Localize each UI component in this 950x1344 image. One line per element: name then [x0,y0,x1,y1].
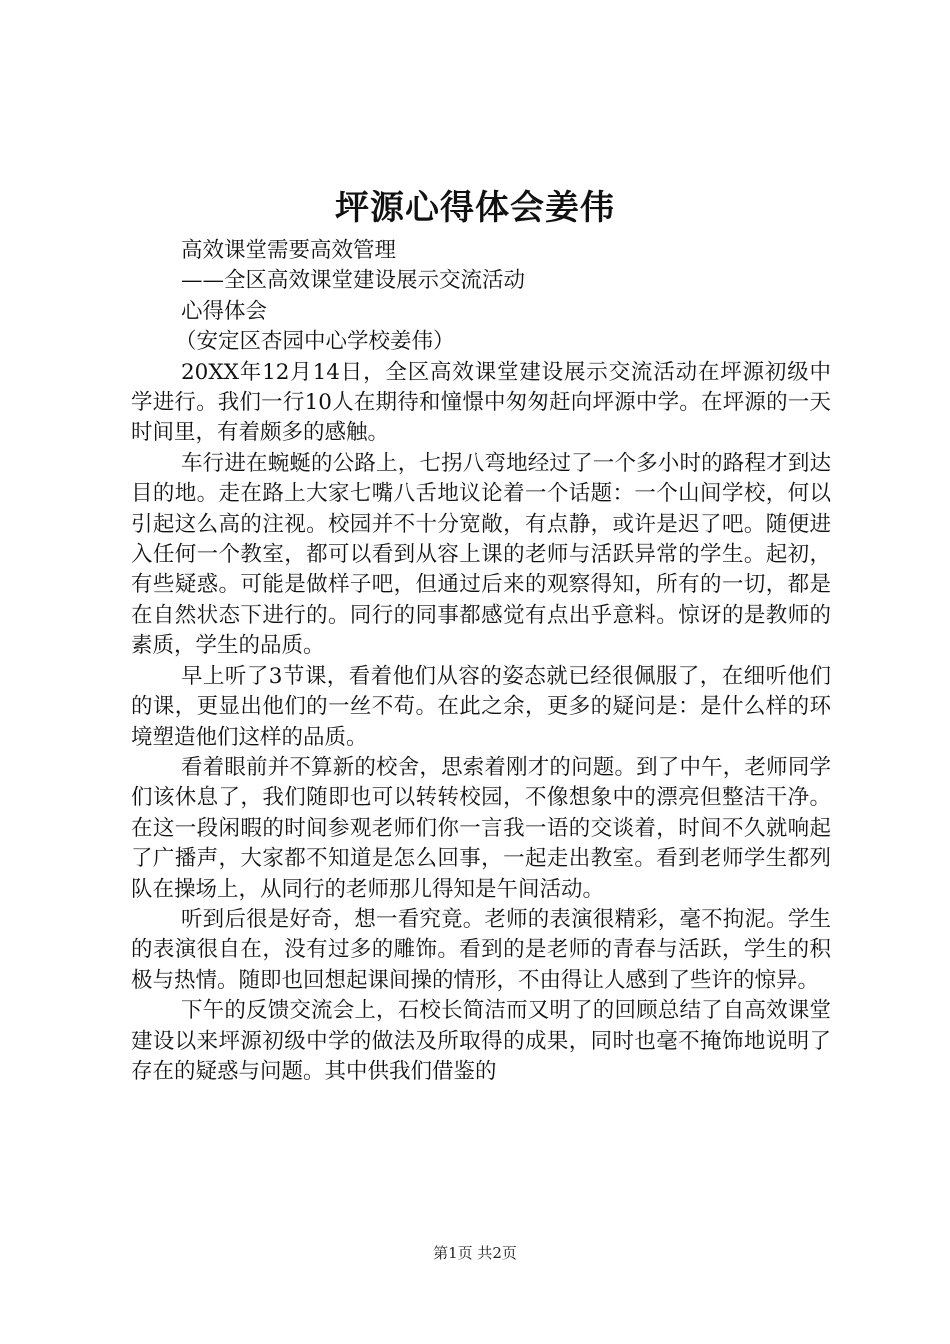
subtitle-line: ——全区高效课堂建设展示交流活动 [181,268,526,294]
subtitle-line: 心得体会 [181,298,268,324]
body-paragraph: 看着眼前并不算新的校舍，思索着刚才的问题。到了中午，老师同学们该休息了，我们随即也可以转转校园，不像想象中的漂亮但整洁干净。在这一段闲暇的时间参观老师们你一言我一语的交谈着，时间不久就响起了广播声，大家都不知道是怎么回事，一起走出教室。看到老师学生都列队在操场上，从同行的老师那儿得知是午间活动。 [131,754,831,902]
body-paragraph: 早上听了3节课，看着他们从容的姿态就已经很佩服了，在细听他们的课，更显出他们的一丝不苟。在此之余，更多的疑问是：是什么样的环境塑造他们这样的品质。 [131,663,831,750]
document-body [131,236,831,1087]
body-paragraph: 车行进在蜿蜒的公路上，七拐八弯地经过了一个多小时的路程才到达目的地。走在路上大家七嘴八舌地议论着一个话题：一个山间学校，何以引起这么高的注视。校园并不十分宽敞，有点静，或许是迟了吧。随便进入任何一个教室，都可以看到从容上课的老师与活跃异常的学生。起初，有些疑惑。可能是做样子吧，但通过后来的观察得知，所有的一切，都是在自然状态下进行的。同行的同事都感觉有点出乎意料。惊讶的是教师的素质，学生的品质。 [131,450,831,659]
document-title: 坪源心得体会姜伟 [335,188,615,228]
page-footer: 第1页 共2页 [433,1244,517,1262]
body-paragraph: 20XX年12月14日，全区高效课堂建设展示交流活动在坪源初级中学进行。我们一行10人在期待和憧憬中匆匆赶向坪源中学。在坪源的一天时间里，有着颇多的感触。 [131,359,831,446]
body-paragraph: 听到后很是好奇，想一看究竟。老师的表演很精彩，毫不拘泥。学生的表演很自在，没有过多的雕饰。看到的是老师的青春与活跃，学生的积极与热情。随即也回想起课间操的情形，不由得让人感到了些许的惊异。 [131,906,831,993]
author-line: （安定区杏园中心学校姜伟） [175,329,455,355]
body-paragraph: 下午的反馈交流会上，石校长简洁而又明了的回顾总结了自高效课堂建设以来坪源初级中学的做法及所取得的成果，同时也毫不掩饰地说明了存在的疑惑与问题。其中供我们借鉴的 [131,998,831,1084]
subtitle-line: 高效课堂需要高效管理 [181,238,397,263]
